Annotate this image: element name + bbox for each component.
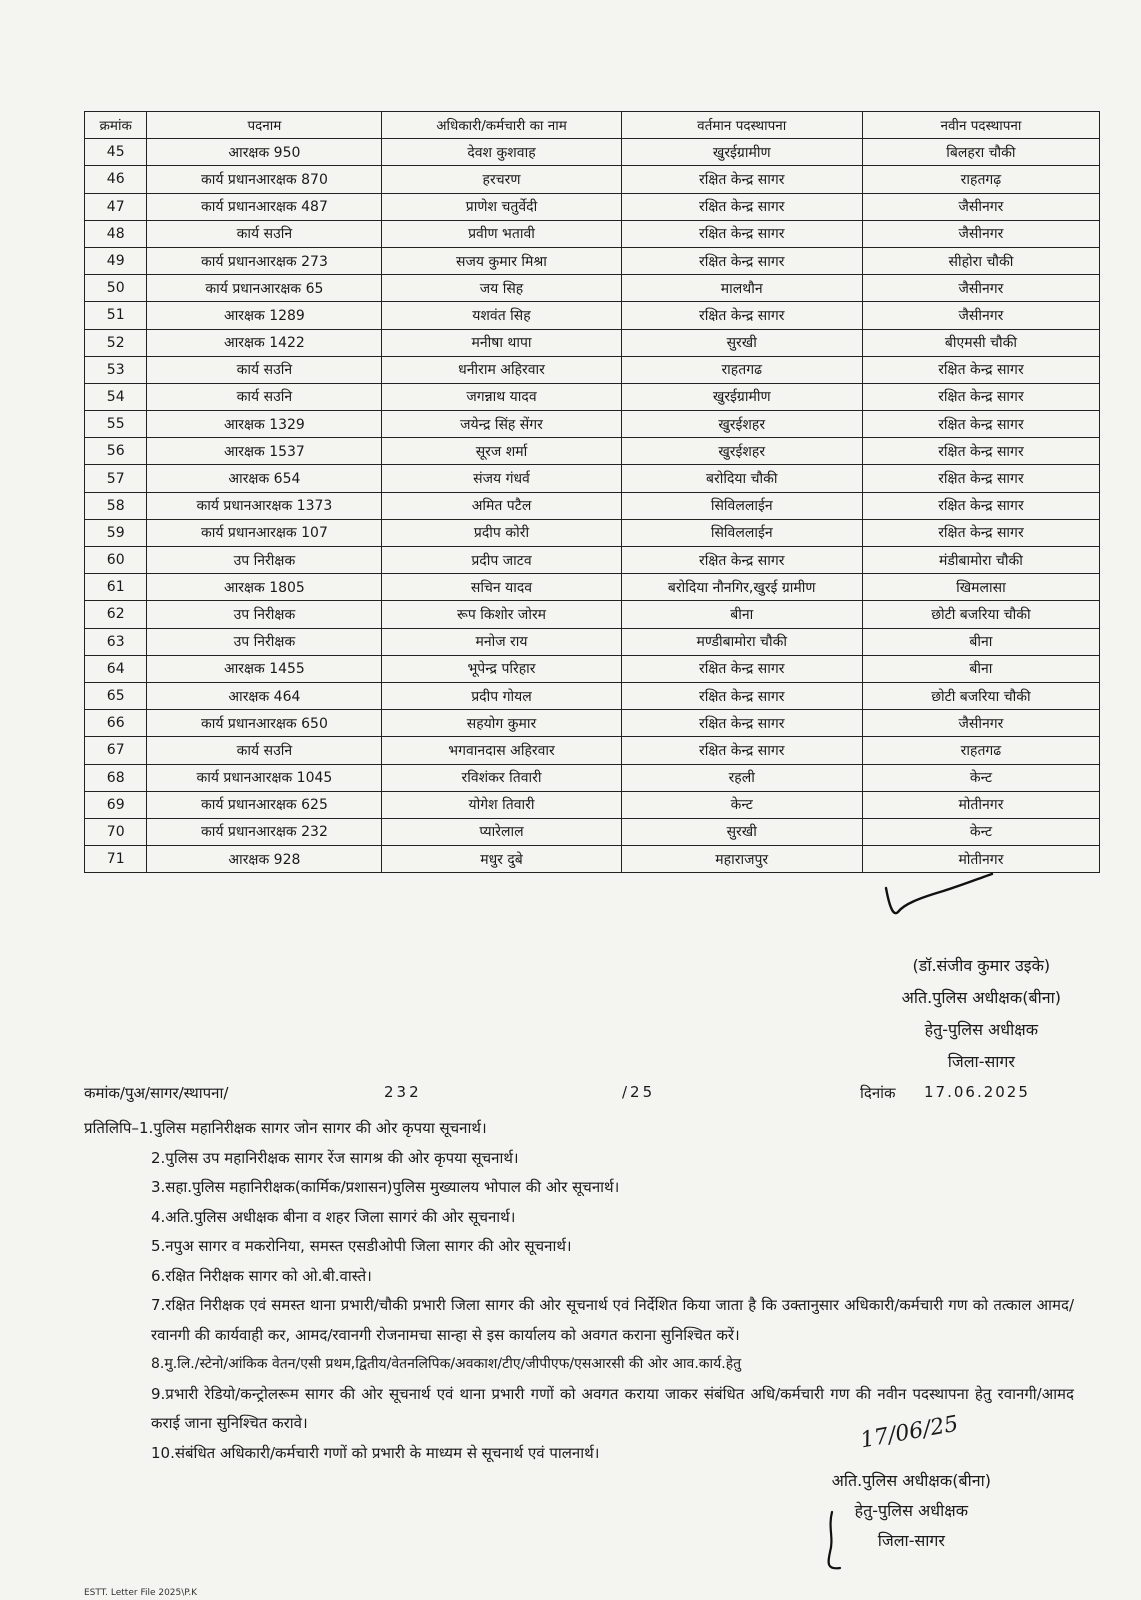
- cell-sno: 51: [85, 302, 147, 329]
- table-row: [85, 710, 1100, 737]
- table-row: [85, 737, 1100, 764]
- cell-rank: कार्य प्रधानआरक्षक 650: [147, 710, 382, 737]
- cell-rank: कार्य सउनि: [147, 737, 382, 764]
- cell-current-posting: सुरखी: [621, 329, 862, 356]
- cell-sno: 59: [85, 519, 147, 546]
- header-name: अधिकारी/कर्मचारी का नाम: [382, 112, 621, 139]
- table-row: [85, 764, 1100, 791]
- cell-current-posting: खुरईग्रामीण: [621, 139, 862, 166]
- cell-sno: 71: [85, 846, 147, 873]
- officer-for: हेतु-पुलिस अधीक्षक: [854, 1501, 968, 1520]
- cell-name: योगेश तिवारी: [382, 791, 621, 818]
- cell-rank: आरक्षक 928: [147, 846, 382, 873]
- signature-block-top: [902, 950, 1061, 1078]
- table-row: [85, 818, 1100, 845]
- cell-new-posting: रक्षित केन्द्र सागर: [862, 411, 1099, 438]
- table-header-row: [85, 112, 1100, 139]
- cell-name: देवश कुशवाह: [382, 139, 621, 166]
- cell-rank: कार्य प्रधानआरक्षक 65: [147, 275, 382, 302]
- cell-name: रूप किशोर जोरम: [382, 601, 621, 628]
- cell-current-posting: सुरखी: [621, 818, 862, 845]
- cell-name: सूरज शर्मा: [382, 438, 621, 465]
- reference-prefix: कमांक/पुअ/सागर/स्थापना/: [84, 1084, 229, 1102]
- cell-rank: कार्य प्रधानआरक्षक 487: [147, 193, 382, 220]
- cell-sno: 54: [85, 383, 147, 410]
- header-new-posting: नवीन पदस्थापना: [862, 112, 1099, 139]
- cell-sno: 70: [85, 818, 147, 845]
- table-row: [85, 275, 1100, 302]
- cell-current-posting: बरोदिया नौनगिर,खुरई ग्रामीण: [621, 574, 862, 601]
- table-row: [85, 220, 1100, 247]
- cell-current-posting: रक्षित केन्द्र सागर: [621, 247, 862, 274]
- cell-rank: कार्य प्रधानआरक्षक 232: [147, 818, 382, 845]
- cell-current-posting: सिविललाईन: [621, 492, 862, 519]
- cell-new-posting: मंडीबामोरा चौकी: [862, 547, 1099, 574]
- table-row: [85, 465, 1100, 492]
- signature-scribble-1: [880, 868, 1000, 928]
- cell-new-posting: छोटी बजरिया चौकी: [862, 682, 1099, 709]
- cell-new-posting: रक्षित केन्द्र सागर: [862, 356, 1099, 383]
- cell-sno: 46: [85, 166, 147, 193]
- copy-to-item: 9.प्रभारी रेडियो/कन्ट्रोलरूम सागर की ओर सूचनार्थ एवं थाना प्रभारी गणों को अवगत कराया जाकर संबंधित अधि/कर्मचारी गण की नवीन पदस्थापना हेतु रवानगी/आमद कराई जाना सुनिश्चित करावे।: [151, 1384, 1074, 1432]
- cell-sno: 66: [85, 710, 147, 737]
- cell-new-posting: रक्षित केन्द्र सागर: [862, 438, 1099, 465]
- cell-new-posting: मोतीनगर: [862, 791, 1099, 818]
- cell-new-posting: केन्ट: [862, 818, 1099, 845]
- cell-name: यशवंत सिह: [382, 302, 621, 329]
- signature-block-bottom: [832, 1466, 991, 1556]
- cell-new-posting: जैसीनगर: [862, 193, 1099, 220]
- cell-current-posting: महाराजपुर: [621, 846, 862, 873]
- cell-current-posting: रक्षित केन्द्र सागर: [621, 547, 862, 574]
- date-label: दिनांक: [860, 1084, 896, 1102]
- cell-sno: 61: [85, 574, 147, 601]
- cell-sno: 63: [85, 628, 147, 655]
- cell-current-posting: सिविललाईन: [621, 519, 862, 546]
- table-row: [85, 166, 1100, 193]
- officer-for: हेतु-पुलिस अधीक्षक: [924, 1020, 1038, 1039]
- handwritten-date: 17/06/25: [858, 1411, 961, 1454]
- cell-rank: कार्य प्रधानआरक्षक 107: [147, 519, 382, 546]
- cell-rank: कार्य प्रधानआरक्षक 625: [147, 791, 382, 818]
- cell-current-posting: रक्षित केन्द्र सागर: [621, 710, 862, 737]
- cell-rank: कार्य प्रधानआरक्षक 273: [147, 247, 382, 274]
- cell-name: सचिन यादव: [382, 574, 621, 601]
- cell-name: हरचरण: [382, 166, 621, 193]
- cell-current-posting: मालथौन: [621, 275, 862, 302]
- cell-sno: 57: [85, 465, 147, 492]
- cell-rank: कार्य सउनि: [147, 383, 382, 410]
- cell-name: संजय गंधर्व: [382, 465, 621, 492]
- table-row: [85, 193, 1100, 220]
- cell-rank: आरक्षक 1289: [147, 302, 382, 329]
- header-rank: पदनाम: [147, 112, 382, 139]
- table-row: [85, 547, 1100, 574]
- cell-name: प्रवीण भतावी: [382, 220, 621, 247]
- table-row: [85, 655, 1100, 682]
- cell-name: भगवानदास अहिरवार: [382, 737, 621, 764]
- cell-new-posting: राहतगढ़: [862, 166, 1099, 193]
- officer-district: जिला-सागर: [947, 1052, 1015, 1071]
- cell-rank: कार्य सउनि: [147, 220, 382, 247]
- cell-current-posting: रक्षित केन्द्र सागर: [621, 682, 862, 709]
- cell-rank: उप निरीक्षक: [147, 547, 382, 574]
- cell-current-posting: केन्ट: [621, 791, 862, 818]
- cell-name: प्रदीप जाटव: [382, 547, 621, 574]
- cell-new-posting: जैसीनगर: [862, 710, 1099, 737]
- cell-new-posting: मोतीनगर: [862, 846, 1099, 873]
- cell-new-posting: रक्षित केन्द्र सागर: [862, 492, 1099, 519]
- cell-new-posting: केन्ट: [862, 764, 1099, 791]
- cell-rank: आरक्षक 1422: [147, 329, 382, 356]
- cell-rank: आरक्षक 464: [147, 682, 382, 709]
- table-row: [85, 329, 1100, 356]
- cell-rank: कार्य प्रधानआरक्षक 1373: [147, 492, 382, 519]
- cell-current-posting: रहली: [621, 764, 862, 791]
- table-row: [85, 682, 1100, 709]
- cell-current-posting: रक्षित केन्द्र सागर: [621, 737, 862, 764]
- cell-rank: आरक्षक 950: [147, 139, 382, 166]
- header-current-posting: वर्तमान पदस्थापना: [621, 112, 862, 139]
- table-body: [85, 139, 1100, 873]
- cell-current-posting: रक्षित केन्द्र सागर: [621, 193, 862, 220]
- copy-to-section: [84, 1114, 1074, 1468]
- table-row: [85, 356, 1100, 383]
- cell-rank: आरक्षक 1329: [147, 411, 382, 438]
- cell-name: मनोज राय: [382, 628, 621, 655]
- officer-district: जिला-सागर: [877, 1531, 945, 1550]
- cell-name: भूपेन्द्र परिहार: [382, 655, 621, 682]
- cell-current-posting: रक्षित केन्द्र सागर: [621, 166, 862, 193]
- cell-name: रविशंकर तिवारी: [382, 764, 621, 791]
- table-row: [85, 519, 1100, 546]
- cell-sno: 53: [85, 356, 147, 383]
- copy-to-item: 1.पुलिस महानिरीक्षक सागर जोन सागर की ओर कृपया सूचनार्थ।: [138, 1119, 487, 1137]
- cell-new-posting: खिमलासा: [862, 574, 1099, 601]
- cell-sno: 52: [85, 329, 147, 356]
- reference-suffix: /25: [622, 1083, 656, 1101]
- cell-sno: 45: [85, 139, 147, 166]
- cell-current-posting: मण्डीबामोरा चौकी: [621, 628, 862, 655]
- cell-sno: 69: [85, 791, 147, 818]
- date-value: 17.06.2025: [924, 1083, 1030, 1101]
- cell-rank: आरक्षक 1805: [147, 574, 382, 601]
- cell-rank: कार्य सउनि: [147, 356, 382, 383]
- footer-file-reference: ESTT. Letter File 2025\P.K: [84, 1588, 198, 1598]
- cell-new-posting: बीना: [862, 655, 1099, 682]
- table-row: [85, 492, 1100, 519]
- cell-current-posting: खुरईशहर: [621, 411, 862, 438]
- cell-rank: कार्य प्रधानआरक्षक 1045: [147, 764, 382, 791]
- cell-name: जयेन्द्र सिंह सेंगर: [382, 411, 621, 438]
- officer-designation: अति.पुलिस अधीक्षक(बीना): [901, 988, 1061, 1007]
- cell-name: मनीषा थापा: [382, 329, 621, 356]
- cell-sno: 48: [85, 220, 147, 247]
- cell-name: सहयोग कुमार: [382, 710, 621, 737]
- header-sno: क्रमांक: [85, 112, 147, 139]
- cell-new-posting: बीना: [862, 628, 1099, 655]
- table-row: [85, 411, 1100, 438]
- cell-rank: उप निरीक्षक: [147, 601, 382, 628]
- cell-current-posting: रक्षित केन्द्र सागर: [621, 302, 862, 329]
- cell-sno: 62: [85, 601, 147, 628]
- cell-name: जगन्नाथ यादव: [382, 383, 621, 410]
- cell-name: मधुर दुबे: [382, 846, 621, 873]
- cell-rank: आरक्षक 1455: [147, 655, 382, 682]
- cell-new-posting: रक्षित केन्द्र सागर: [862, 383, 1099, 410]
- cell-new-posting: रक्षित केन्द्र सागर: [862, 465, 1099, 492]
- cell-name: सजय कुमार मिश्रा: [382, 247, 621, 274]
- cell-current-posting: राहतगढ: [621, 356, 862, 383]
- cell-name: जय सिह: [382, 275, 621, 302]
- cell-sno: 56: [85, 438, 147, 465]
- cell-new-posting: बिलहरा चौकी: [862, 139, 1099, 166]
- reference-number: 232: [384, 1083, 422, 1101]
- cell-name: धनीराम अहिरवार: [382, 356, 621, 383]
- table-row: [85, 601, 1100, 628]
- table-row: [85, 383, 1100, 410]
- table-row: [85, 247, 1100, 274]
- cell-sno: 64: [85, 655, 147, 682]
- copy-to-item: 7.रक्षित निरीक्षक एवं समस्त थाना प्रभारी/चौकी प्रभारी जिला सागर की ओर सूचनार्थ एवं निर्देशित किया जाता है कि उक्तानुसार अधिकारी/कर्मचारी गण को तत्काल आमद/रवानगी की कार्यवाही कर, आमद/रवानगी रोजनामचा सान्हा से इस कार्यालय को अवगत कराना सुनिश्चित करें।: [151, 1296, 1074, 1344]
- table-row: [85, 628, 1100, 655]
- copy-to-item: 3.सहा.पुलिस महानिरीक्षक(कार्मिक/प्रशासन)पुलिस मुख्यालय भोपाल की ओर सूचनार्थ।: [151, 1178, 620, 1196]
- officer-designation: अति.पुलिस अधीक्षक(बीना): [831, 1471, 991, 1490]
- copy-to-item: 8.मु.लि./स्टेनो/आंकिक वेतन/एसी प्रथम,द्वितीय/वेतनलिपिक/अवकाश/टीए/जीपीएफ/एसआरसी की ओर आव.कार्य.हेतु: [151, 1356, 742, 1372]
- copy-to-item: 6.रक्षित निरीक्षक सागर को ओ.बी.वास्ते।: [151, 1266, 372, 1285]
- cell-current-posting: रक्षित केन्द्र सागर: [621, 655, 862, 682]
- cell-rank: कार्य प्रधानआरक्षक 870: [147, 166, 382, 193]
- transfer-table: [84, 111, 1100, 873]
- cell-current-posting: खुरईग्रामीण: [621, 383, 862, 410]
- cell-sno: 50: [85, 275, 147, 302]
- cell-new-posting: सीहोरा चौकी: [862, 247, 1099, 274]
- copy-to-item: 10.संबंधित अधिकारी/कर्मचारी गणों को प्रभारी के माध्यम से सूचनार्थ एवं पालनार्थ।: [151, 1443, 600, 1462]
- cell-new-posting: रक्षित केन्द्र सागर: [862, 519, 1099, 546]
- cell-new-posting: बीएमसी चौकी: [862, 329, 1099, 356]
- table-row: [85, 438, 1100, 465]
- table-row: [85, 791, 1100, 818]
- cell-sno: 55: [85, 411, 147, 438]
- cell-current-posting: खुरईशहर: [621, 438, 862, 465]
- copy-to-label: प्रतिलिपि–: [84, 1119, 139, 1137]
- cell-sno: 49: [85, 247, 147, 274]
- cell-rank: उप निरीक्षक: [147, 628, 382, 655]
- cell-name: प्रदीप गोयल: [382, 682, 621, 709]
- cell-name: प्राणेश चतुर्वेदी: [382, 193, 621, 220]
- cell-current-posting: बीना: [621, 601, 862, 628]
- cell-new-posting: जैसीनगर: [862, 220, 1099, 247]
- cell-sno: 65: [85, 682, 147, 709]
- table-row: [85, 139, 1100, 166]
- cell-sno: 60: [85, 547, 147, 574]
- cell-sno: 47: [85, 193, 147, 220]
- cell-current-posting: बरोदिया चौकी: [621, 465, 862, 492]
- copy-to-item: 2.पुलिस उप महानिरीक्षक सागर रेंज सागश्र की ओर कृपया सूचनार्थ।: [151, 1148, 519, 1167]
- cell-current-posting: रक्षित केन्द्र सागर: [621, 220, 862, 247]
- copy-to-item: 5.नपुअ सागर व मकरोनिया, समस्त एसडीओपी जिला सागर की ओर सूचनार्थ।: [151, 1237, 572, 1255]
- cell-new-posting: जैसीनगर: [862, 275, 1099, 302]
- cell-new-posting: जैसीनगर: [862, 302, 1099, 329]
- officer-name: (डॉ.संजीव कुमार उइके): [912, 956, 1051, 975]
- cell-sno: 68: [85, 764, 147, 791]
- cell-sno: 58: [85, 492, 147, 519]
- cell-name: प्रदीप कोरी: [382, 519, 621, 546]
- cell-rank: आरक्षक 1537: [147, 438, 382, 465]
- table-row: [85, 574, 1100, 601]
- cell-name: अमित पटैल: [382, 492, 621, 519]
- cell-new-posting: राहतगढ: [862, 737, 1099, 764]
- cell-sno: 67: [85, 737, 147, 764]
- table-row: [85, 302, 1100, 329]
- cell-rank: आरक्षक 654: [147, 465, 382, 492]
- cell-new-posting: छोटी बजरिया चौकी: [862, 601, 1099, 628]
- copy-to-item: 4.अति.पुलिस अधीक्षक बीना व शहर जिला सागरं की ओर सूचनार्थ।: [151, 1207, 516, 1226]
- cell-name: प्यारेलाल: [382, 818, 621, 845]
